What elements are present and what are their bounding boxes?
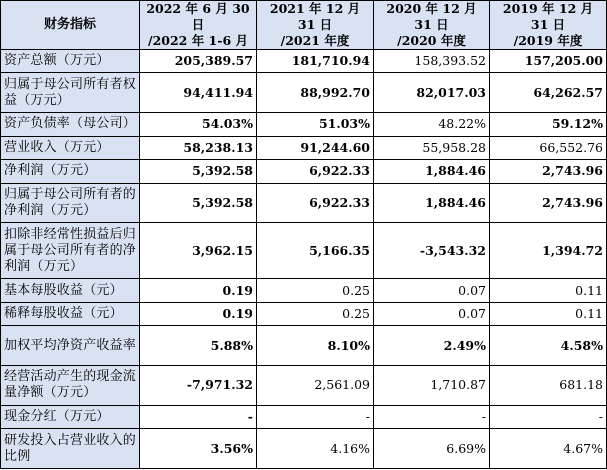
cell-value: -7,971.32 (140, 365, 257, 405)
cell-value: 0.25 (257, 279, 374, 302)
cell-value: 2,561.09 (257, 365, 374, 405)
cell-value: 1,394.72 (490, 223, 607, 279)
cell-value: 8.10% (257, 326, 374, 366)
cell-value: 5,166.35 (257, 223, 374, 279)
cell-value: 58,238.13 (140, 136, 257, 159)
cell-value: - (257, 405, 374, 428)
cell-value: 91,244.60 (257, 136, 374, 159)
row-label: 资产总额（万元） (1, 50, 140, 73)
row-label: 加权平均净资产收益率 (1, 326, 140, 366)
cell-value: 82,017.03 (374, 73, 490, 113)
cell-value: 0.25 (257, 302, 374, 325)
table-row (1, 183, 607, 223)
cell-value: 5.88% (140, 326, 257, 366)
cell-value: 5,392.58 (140, 183, 257, 223)
cell-value: 0.07 (374, 279, 490, 302)
cell-value: 54.03% (140, 113, 257, 136)
cell-value: 6,922.33 (257, 160, 374, 183)
cell-value: 3.56% (140, 429, 257, 469)
cell-value: 6.69% (374, 429, 490, 469)
cell-value: 1,710.87 (374, 365, 490, 405)
table-row (1, 73, 607, 113)
header-2020 (374, 1, 490, 50)
header-2022h1-line2: /2022 年 1-6 月 (148, 33, 248, 48)
header-row (1, 1, 607, 50)
header-2021-line1: 2021 年 12 月 31 日 (269, 1, 361, 32)
table-row (1, 113, 607, 136)
cell-value: 158,393.52 (374, 50, 490, 73)
cell-value: 2,743.96 (490, 160, 607, 183)
row-label: 现金分红（万元） (1, 405, 140, 428)
cell-value: 6,922.33 (257, 183, 374, 223)
table-row (1, 365, 607, 405)
header-2020-line1: 2020 年 12 月 31 日 (386, 1, 477, 32)
row-label: 经营活动产生的现金流量净额（万元） (1, 365, 140, 405)
cell-value: 681.18 (490, 365, 607, 405)
row-label: 扣除非经常性损益后归属于母公司所有者的净利润（万元） (1, 223, 140, 279)
table-row (1, 302, 607, 325)
row-label: 研发投入占营业收入的比例 (1, 429, 140, 469)
cell-value: 157,205.00 (490, 50, 607, 73)
cell-value: - (374, 405, 490, 428)
cell-value: 94,411.94 (140, 73, 257, 113)
table-row (1, 50, 607, 73)
table-row (1, 429, 607, 469)
cell-value: 4.58% (490, 326, 607, 366)
cell-value: 0.11 (490, 279, 607, 302)
cell-value: 88,992.70 (257, 73, 374, 113)
header-2021 (257, 1, 374, 50)
header-2021-line2: /2021 年度 (280, 33, 350, 48)
table-row (1, 326, 607, 366)
cell-value: 3,962.15 (140, 223, 257, 279)
header-2022h1 (140, 1, 257, 50)
table-row (1, 223, 607, 279)
cell-value: 205,389.57 (140, 50, 257, 73)
cell-value: 0.11 (490, 302, 607, 325)
row-label: 稀释每股收益（元） (1, 302, 140, 325)
header-2022h1-line1: 2022 年 6 月 30 日 (146, 1, 250, 32)
cell-value: - (140, 405, 257, 428)
cell-value: 59.12% (490, 113, 607, 136)
cell-value: 1,884.46 (374, 183, 490, 223)
cell-value: 0.19 (140, 279, 257, 302)
cell-value: 2,743.96 (490, 183, 607, 223)
header-2019-line2: /2019 年度 (513, 33, 583, 48)
table-row (1, 160, 607, 183)
row-label: 归属于母公司所有者权益（万元） (1, 73, 140, 113)
row-label: 营业收入（万元） (1, 136, 140, 159)
cell-value: -3,543.32 (374, 223, 490, 279)
cell-value: 4.67% (490, 429, 607, 469)
cell-value: 48.22% (374, 113, 490, 136)
header-metric: 财务指标 (1, 1, 140, 50)
table-row (1, 279, 607, 302)
cell-value: 1,884.46 (374, 160, 490, 183)
cell-value: - (490, 405, 607, 428)
cell-value: 181,710.94 (257, 50, 374, 73)
cell-value: 2.49% (374, 326, 490, 366)
cell-value: 5,392.58 (140, 160, 257, 183)
header-2019 (490, 1, 607, 50)
row-label: 归属于母公司所有者的净利润（万元） (1, 183, 140, 223)
cell-value: 4.16% (257, 429, 374, 469)
row-label: 资产负债率（母公司） (1, 113, 140, 136)
row-label: 净利润（万元） (1, 160, 140, 183)
cell-value: 0.19 (140, 302, 257, 325)
cell-value: 66,552.76 (490, 136, 607, 159)
table-row (1, 405, 607, 428)
cell-value: 0.07 (374, 302, 490, 325)
table-row (1, 136, 607, 159)
header-2019-line1: 2019 年 12 月 31 日 (502, 1, 594, 32)
cell-value: 51.03% (257, 113, 374, 136)
row-label: 基本每股收益（元） (1, 279, 140, 302)
header-2020-line2: /2020 年度 (397, 33, 466, 48)
cell-value: 55,958.28 (374, 136, 490, 159)
cell-value: 64,262.57 (490, 73, 607, 113)
